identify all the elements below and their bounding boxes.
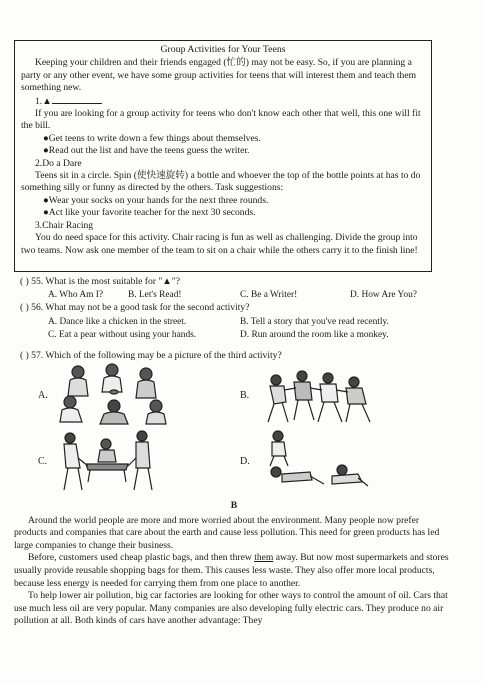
picture-b-group-running <box>262 368 374 426</box>
underlined-word: them <box>254 552 274 564</box>
q55-option-d: D. How Are You? <box>350 290 417 300</box>
section-2-bullet-2: ●Act like your favorite teacher for the next 30 seconds. <box>43 207 256 219</box>
q56-option-d: D. Run around the room like a monkey. <box>240 330 389 340</box>
section-3-text: You do need space for this activity. Chair racing is fun as well as challenging. Divide the group into two teams. Now ask one member of the team to sit on a chair while the others carry it to the finish line! <box>21 232 418 256</box>
question-55-stem: ( ) 55. What is the most suitable for "▲"? <box>20 276 180 287</box>
picture-d-label: D. <box>240 456 250 467</box>
q55-option-b: B. Let's Read! <box>128 290 182 300</box>
q56-option-b: B. Tell a story that you've read recently. <box>240 317 389 327</box>
passage-b-paragraph-1: Around the world people are more and more worried about the environment. Many people now prefer products and companies that care about the earth and cause less pollution. This need for green products has led large companies to change their business. <box>14 514 440 551</box>
passage-a-intro: Keeping your children and their friends engaged (忙的) may not be easy. So, if you are planning a party or any other event, we have some group activities for teens that will interest them and teach them something new. <box>21 57 417 94</box>
q55-option-c: C. Be a Writer! <box>240 290 298 300</box>
answer-blank <box>52 95 102 104</box>
passage-b-paragraph-2: Before, customers used cheap plastic bags, and then threw them away. But now most supermarkets and stores usually provide reusable shopping bags for them. This causes less waste. They also offer more local products, because less energy is needed for carrying them from one place to another. <box>14 552 449 589</box>
passage-b-heading: B <box>230 500 238 511</box>
section-1-text: If you are looking for a group activity for teens who don't know each other that well, this one will fit the bill. <box>21 108 421 132</box>
section-2-bullet-1: ●Wear your socks on your hands for the next three rounds. <box>43 194 269 206</box>
picture-d-floor-game <box>262 430 372 490</box>
question-56-stem: ( ) 56. What may not be a good task for the second activity? <box>20 302 250 313</box>
q56-option-c: C. Eat a pear without using your hands. <box>48 330 197 340</box>
section-1-bullet-2: ●Read out the list and have the teens guess the writer. <box>43 145 250 157</box>
picture-b-label: B. <box>240 390 250 401</box>
picture-c-label: C. <box>38 456 48 467</box>
section-1-bullet-1: ●Get teens to write down a few things about themselves. <box>43 132 261 144</box>
picture-a-circle-of-teens <box>56 362 174 426</box>
picture-a-label: A. <box>38 390 48 401</box>
passage-b-paragraph-3: To help lower air pollution, big car factories are looking for other ways to control the amount of oil. Cars that use much less oil are very popular. Many companies are also developing fully electric cars. They produce no air pollution at all. Both kinds of cars have another advantage: They <box>14 590 448 627</box>
section-3-heading: 3.Chair Racing <box>35 219 94 231</box>
question-57-stem: ( ) 57. Which of the following may be a picture of the third activity? <box>20 350 282 361</box>
passage-a-box <box>14 40 432 272</box>
q56-option-a: A. Dance like a chicken in the street. <box>48 317 187 327</box>
passage-b <box>14 500 454 628</box>
section-1-heading: 1.▲ <box>21 95 425 108</box>
section-2-text: Teens sit in a circle. Spin (使快速旋转) a bottle and whoever the top of the bottle points at has to do something silly or funny as directed by the others. Task suggestions: <box>21 170 421 194</box>
passage-a-title: Group Activities for Your Teens <box>160 44 286 55</box>
section-2-heading: 2.Do a Dare <box>35 157 82 169</box>
picture-c-chair-carry <box>56 428 162 494</box>
q55-option-a: A. Who Am I? <box>48 290 104 300</box>
